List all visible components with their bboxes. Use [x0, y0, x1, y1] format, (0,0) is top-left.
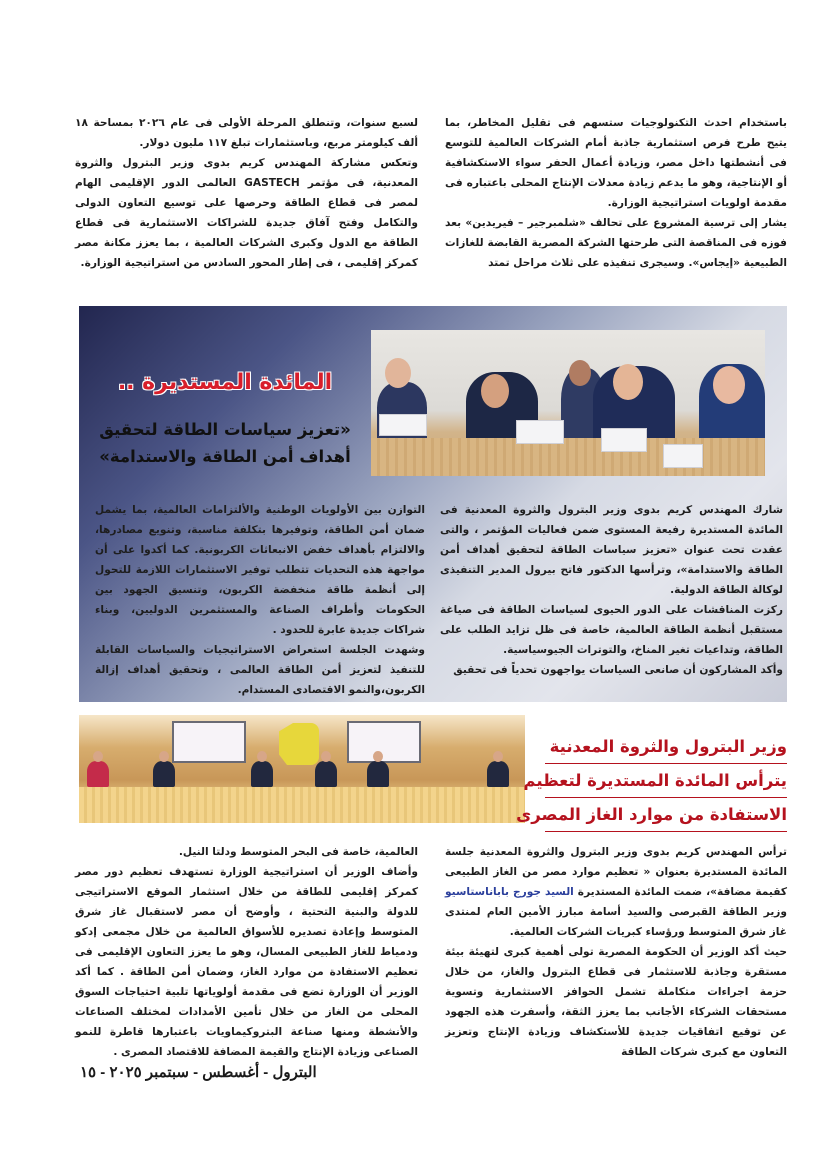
text-run: وزير الطاقة القبرصى والسيد أسامة مبارز الأمين العام لمنتدى غاز شرق المتوسط ورؤساء كبريات الشركات العالمية. [445, 906, 787, 938]
paragraph: وأكد المشاركون أن صانعى السياسات يواجهون تحدياً فى تحقيق [453, 664, 783, 676]
person-head [481, 374, 509, 408]
box-right-column [440, 500, 783, 680]
panel-desk [79, 787, 525, 823]
name-card [601, 428, 647, 452]
gastech-logo [279, 723, 319, 765]
top-article-right-column [445, 113, 787, 273]
paragraph: وأضاف الوزير أن استراتيجية الوزارة تستهدف تعظيم دور مصر كمركز إقليمى للطاقة من خلال استثمار الموقع الاستراتيجى للدولة والبنية التحتية ، وأوضح أن مصر لاستقبال غاز شرق المتوسط وإعادة تصديره للأسواق العالمية من خلال مجمعى إدكو ودمياط للغاز الطبيعى المسال، وهو ما يعزز التعاون الإقليمى فى تعظيم الاستفادة من موارد الغاز، وضمان أمن الطاقة . كما أكد الوزير أن الوزارة تضع فى مقدمة أولوياتها تلبية احتياجات السوق المحلى من الغاز من خلال تأمين الأمدادات لمختلف الصناعات والأنشطة ومنها صناعة البتروكيماويات باعتبارها قاطرة للنمو الصناعى وزيادة الإنتاج والقيمة المضافة للاقتصاد المصرى . [75, 866, 418, 1058]
subtitle-line: «تعزيز سياسات الطاقة لتحقيق [99, 420, 351, 439]
paragraph: ركزت المناقشات على الدور الحيوى لسياسات الطاقة فى صياغة مستقبل أنظمة الطاقة العالمية، خاصة فى ظل تزايد الطلب على الطاقة، وتداعيات تغير المناخ، والتوترات الجيوسياسية. [440, 604, 783, 656]
article2-right-column [445, 842, 787, 1062]
box-heading: المائدة المستديرة .. [117, 370, 333, 395]
article-title [516, 735, 787, 837]
roundtable-discussion-photo [371, 330, 765, 476]
person-head [385, 358, 411, 388]
paragraph: وشهدت الجلسة استعراض الاستراتيجيات والسياسات القابلة للتنفيذ لتعزيز أمن الطاقة العالمى ، وتحقيق أهداف إزالة الكربون،والنمو الاقتصادى المستدام. [95, 644, 425, 696]
box-subtitle [79, 416, 371, 470]
paragraph: شارك المهندس كريم بدوى وزير البترول والثروة المعدنية فى المائدة المستديرة رفيعة المستوى ضمن فعاليات المؤتمر ، والتى عقدت تحت عنوان «تعزيز سياسات الطاقة لتحقيق أهداف أمن الطاقة والاستدامة»، وترأسها الدكتور فاتح بيرول المدير التنفيذى لوكالة الطاقة الدولية. [440, 504, 783, 596]
roundtable-feature-box [79, 306, 787, 702]
paragraph: التوازن بين الأولويات الوطنية والألتزامات العالمية، بما يشمل ضمان أمن الطاقة، وتوفيرها بتكلفة مناسبة، وتنويع مصادرها، والالتزام بأهداف خفض الانبعاثات الكربونية. كما أكدوا على أن مواجهة هذه التحديات تتطلب توفير الاستثمارات اللازمة للتحول إلى أنظمة طاقة منخفضة الكربون، وتنسيق الجهود بين الحكومات وأطراف الصناعة والمستثمرين الدوليين، وبناء شراكات جديدة عابرة للحدود . [95, 504, 425, 636]
paragraph: العالمية، خاصة فى البحر المتوسط ودلتا النيل. [178, 846, 418, 858]
person-head [569, 360, 591, 386]
panel-session-photo [79, 715, 525, 823]
name-card [516, 420, 564, 444]
panelist [87, 761, 109, 787]
title-line: يترأس المائدة المستديرة لتعظيم [545, 769, 787, 798]
article2-left-column [75, 842, 418, 1062]
top-article-left-column [75, 113, 418, 273]
paragraph: باستخدام احدث التكنولوجيات ستسهم فى تقليل المخاطر، بما يتيح طرح فرص استثمارية جاذبة أمام الشركات العالمية للتوسع فى أنشطتها داخل مصر، وزيادة أعمال الحفر سواء الاستكشافية أو الإنتاجية، وهو ما يدعم زيادة معدلات الإنتاج المحلى باعتباره فى مقدمة اولويات استراتيجية الوزارة. [445, 117, 787, 209]
panelist [367, 761, 389, 787]
title-line: الاستفادة من موارد الغاز المصرى [545, 803, 787, 832]
name-card [379, 414, 427, 436]
name-card [663, 444, 703, 468]
box-left-column [95, 500, 425, 700]
highlighted-name: السيد جورج باباناستاسيو [445, 886, 574, 898]
paragraph: يشار إلى ترسية المشروع على تحالف «شلمبرجير – فيريدين» بعد فوزه فى المناقصة التى طرحتها الشركة المصرية القابضة للغازات الطبيعية «إيجاس». وسيجرى تنفيذه على ثلاث مراحل تمتد [445, 217, 787, 269]
panelist [487, 761, 509, 787]
person-head [713, 366, 745, 404]
panelist [153, 761, 175, 787]
paragraph: لسبع سنوات، وتنطلق المرحلة الأولى فى عام ٢٠٢٦ بمساحة ١٨ ألف كيلومتر مربع، وباستثمارات تبلغ ١١٧ مليون دولار. [75, 117, 418, 149]
panelist [251, 761, 273, 787]
title-line: وزير البترول والثروة المعدنية [545, 735, 787, 764]
presentation-screen [172, 721, 246, 763]
paragraph: وتعكس مشاركة المهندس كريم بدوى وزير البترول والثروة المعدنية، فى مؤتمر GASTECH العالمى الدور الإقليمى الهام لمصر فى قطاع الطاقة وحرصها على توسيع التعاون الدولى والتكامل وفتح آفاق جديدة للشراكات الاستثمارية فى قطاع الطاقة مع الدول وكبرى الشركات العالمية ، بما يعزز مكانة مصر كمركز إقليمى ، فى إطار المحور السادس من استراتيجية الوزارة. [75, 157, 418, 269]
person-head [613, 364, 643, 400]
subtitle-line: أهداف أمن الطاقة والاستدامة» [99, 447, 351, 466]
page-footer: البترول - أغسطس - سبتمبر ٢٠٢٥ - ١٥ [80, 1064, 317, 1081]
paragraph [445, 842, 787, 942]
paragraph: حيث أكد الوزير أن الحكومة المصرية تولى أهمية كبرى لتهيئة بيئة مستقرة وجاذبة للاستثمار فى قطاع البترول والغاز، من خلال حزمة اجراءات متكاملة تشمل الحوافز الاستثمارية وتسوية مستحقات الشركاء الأجانب بما يعزز الثقة، وأسفرت هذه الجهود عن توقيع اتفاقيات جديدة للأستكشاف وزيادة الإنتاج وتعزيز التعاون مع كبرى شركات الطاقة [445, 946, 787, 1058]
conference-table [371, 438, 765, 476]
panelist [315, 761, 337, 787]
text-run: ترأس المهندس كريم بدوى وزير البترول والثروة المعدنية جلسة المائدة المستديرة بعنوان « تعظيم موارد مصر من الغاز الطبيعى كقيمة مضافة»، ضمت المائدة المستديرة [445, 846, 787, 898]
presentation-screen [347, 721, 421, 763]
